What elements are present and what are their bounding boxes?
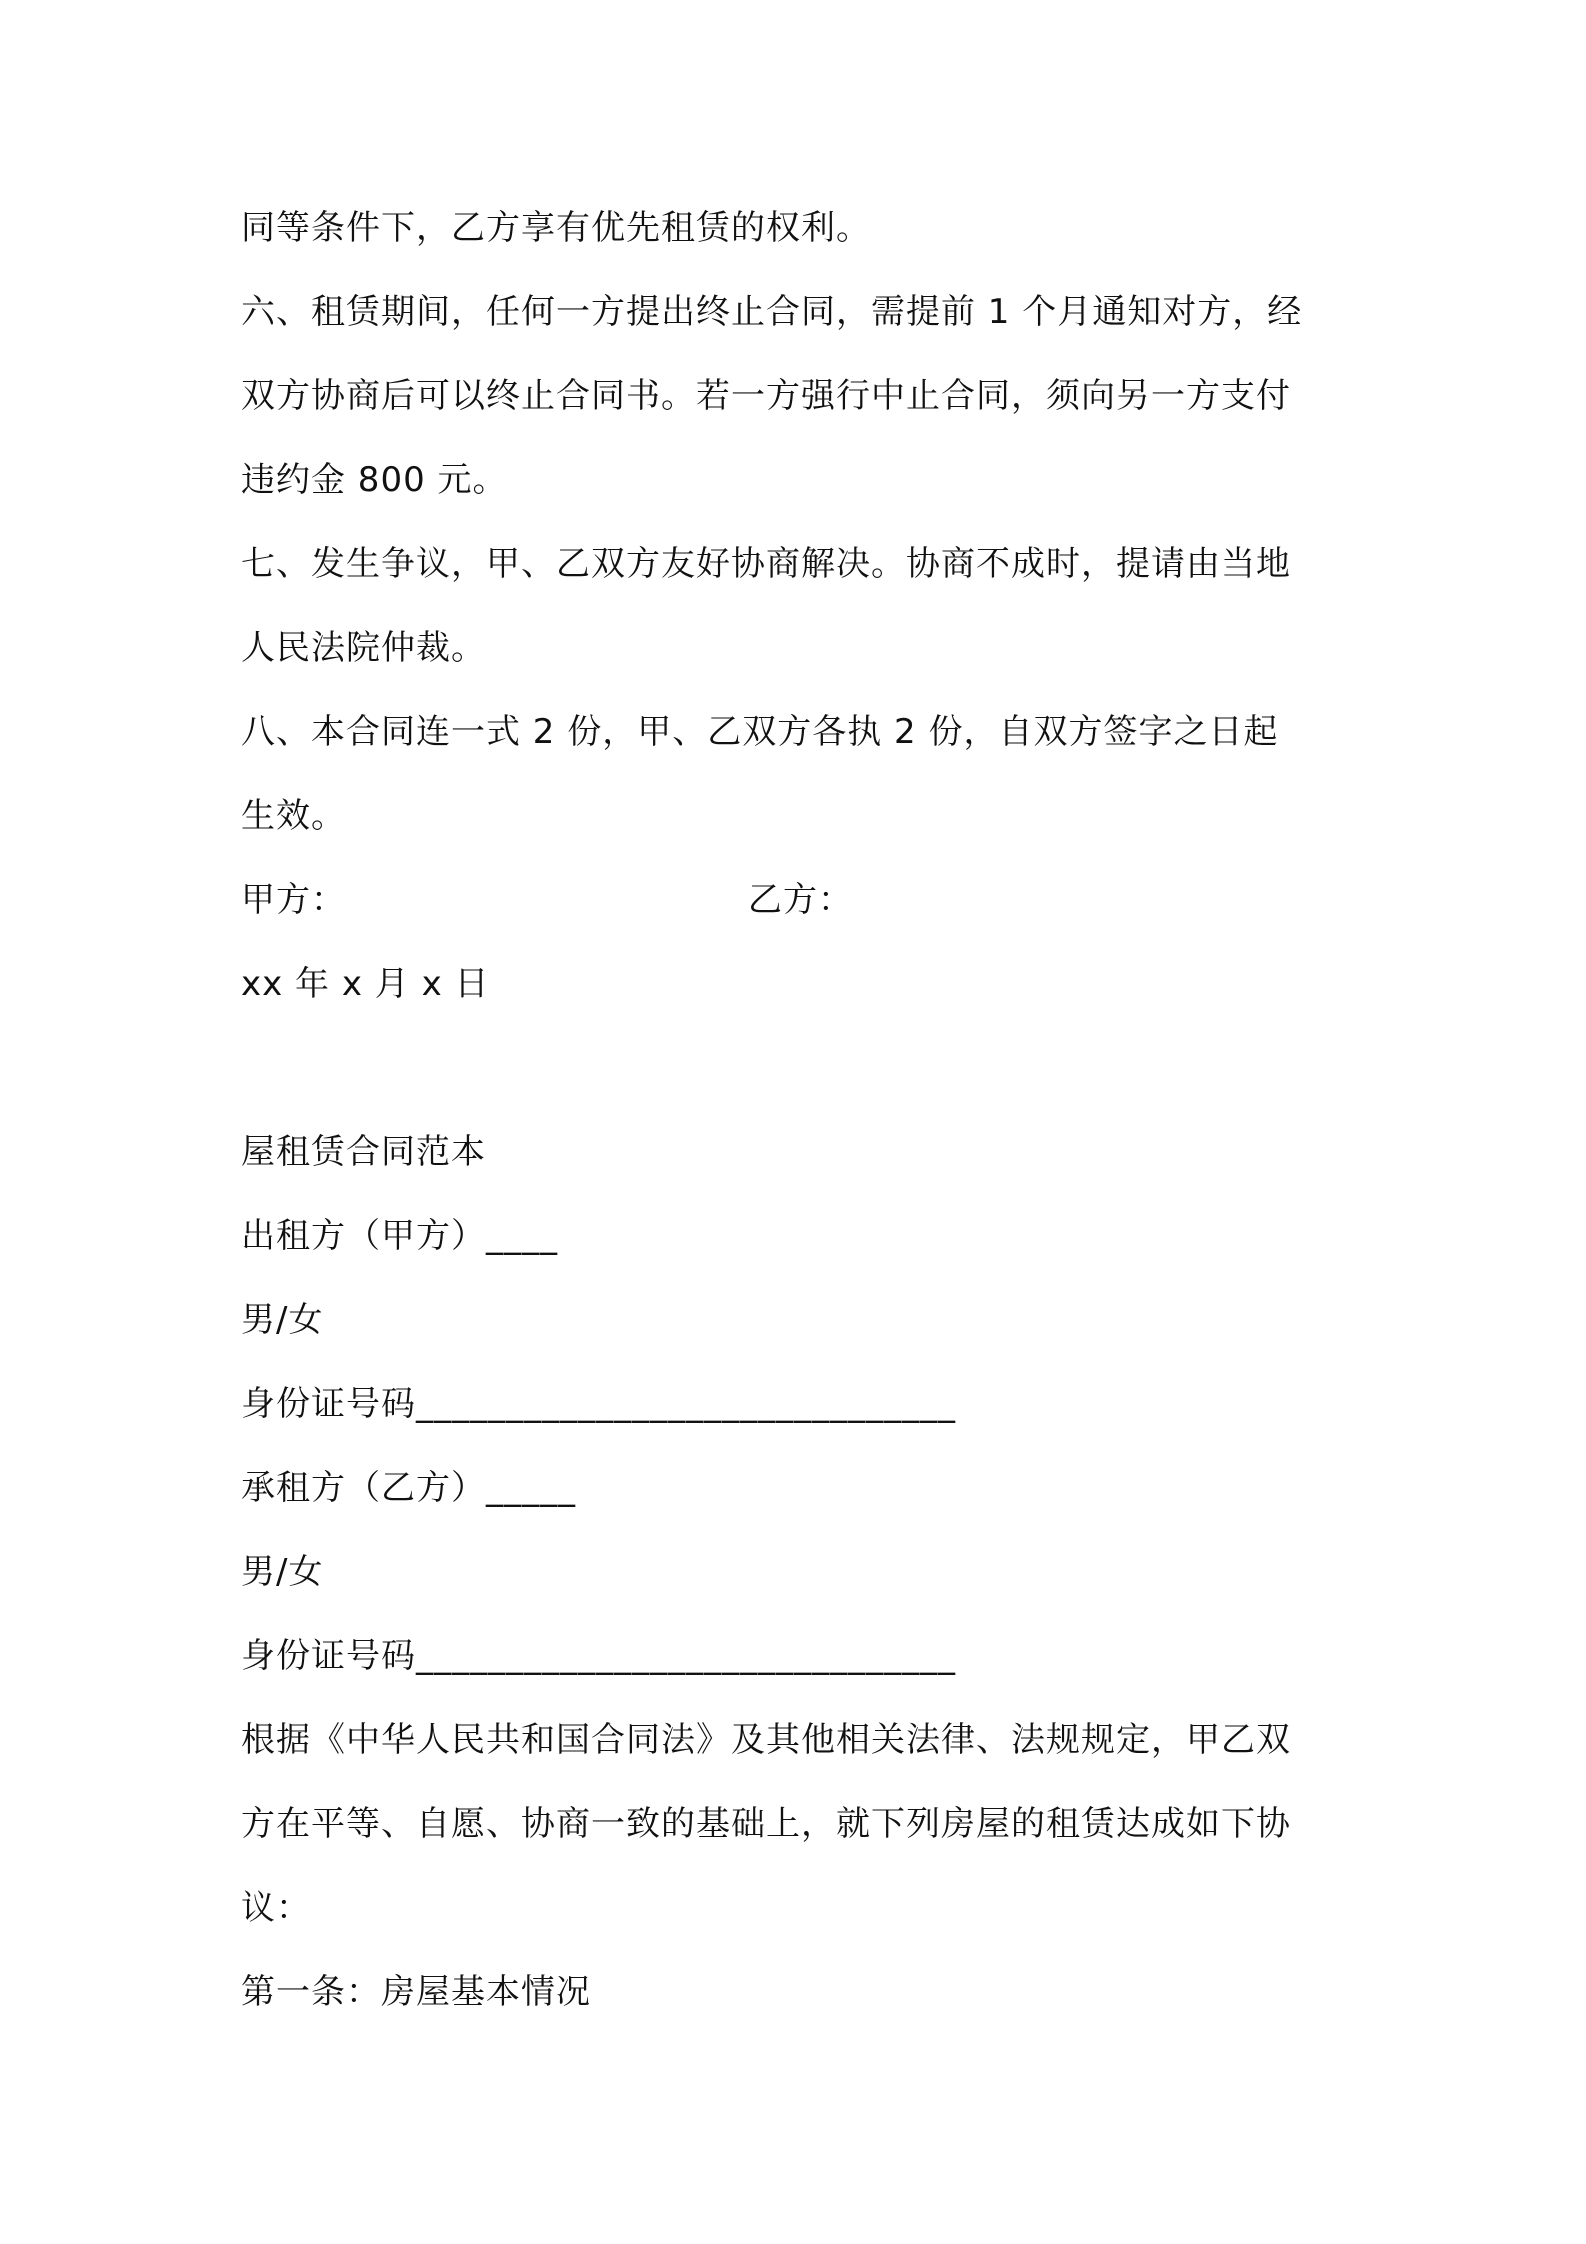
- preamble-line-2: 方在平等、自愿、协商一致的基础上，就下列房屋的租赁达成如下协: [241, 1804, 1291, 1844]
- preamble-line-1: 根据《中华人民共和国合同法》及其他相关法律、法规规定，甲乙双: [241, 1720, 1291, 1760]
- lessee-line: 承租方（乙方）_____: [241, 1468, 576, 1508]
- lessee-gender: 男/女: [241, 1552, 324, 1592]
- clause-8-line-2: 生效。: [241, 796, 346, 836]
- clause-7-line-1: 七、发生争议，甲、乙双方友好协商解决。协商不成时，提请由当地: [241, 544, 1291, 584]
- lessor-line: 出租方（甲方）____: [241, 1216, 558, 1256]
- lessor-gender: 男/女: [241, 1300, 324, 1340]
- party-a-signature-label: 甲方：: [241, 880, 346, 920]
- clause-6-line-2: 双方协商后可以终止合同书。若一方强行中止合同，须向另一方支付: [241, 376, 1291, 416]
- signature-date: xx 年 x 月 x 日: [241, 964, 490, 1004]
- preamble-line-3: 议：: [241, 1888, 311, 1928]
- party-b-signature-label: 乙方：: [748, 880, 853, 920]
- clause-6-line-1: 六、租赁期间，任何一方提出终止合同，需提前 1 个月通知对方，经: [241, 292, 1303, 332]
- contract-title: 屋租赁合同范本: [241, 1132, 486, 1172]
- clause-7-line-2: 人民法院仲裁。: [241, 628, 486, 668]
- clause-5-continuation: 同等条件下，乙方享有优先租赁的权利。: [241, 208, 871, 248]
- lessee-id-number: 身份证号码______________________________: [241, 1636, 956, 1676]
- clause-8-line-1: 八、本合同连一式 2 份，甲、乙双方各执 2 份，自双方签字之日起: [241, 712, 1279, 752]
- article-1-heading: 第一条：房屋基本情况: [241, 1972, 591, 2012]
- lessor-id-number: 身份证号码______________________________: [241, 1384, 956, 1424]
- clause-6-line-3: 违约金 800 元。: [241, 460, 508, 500]
